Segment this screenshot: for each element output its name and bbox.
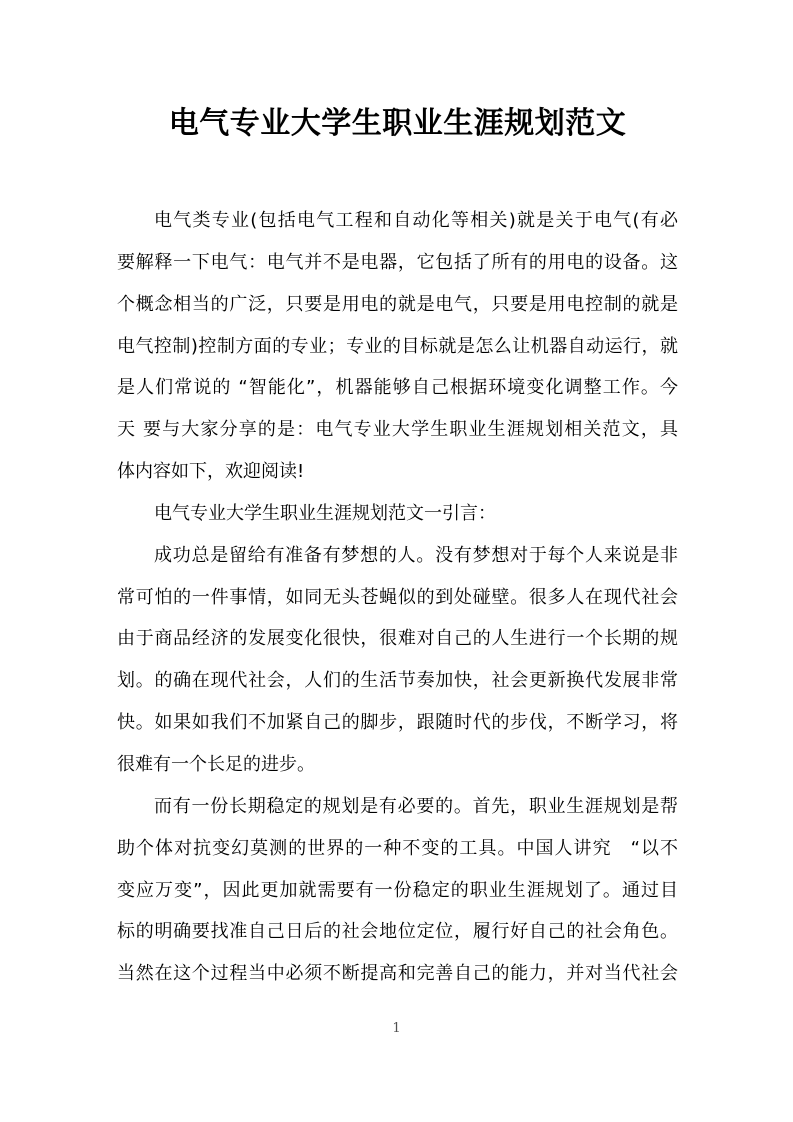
text-line: 标的明确要找准自己日后的社会地位定位，履行好自己的社会角色。 <box>117 921 678 943</box>
text-line: 当然在这个过程当中必须不断提高和完善自己的能力，并对当代社会 <box>117 963 678 985</box>
text-line: 要解释一下电气：电气并不是电器，它包括了所有的用电的设备。这 <box>117 251 678 273</box>
text-line: 常可怕的一件事情，如同无头苍蝇似的到处碰壁。很多人在现代社会 <box>117 586 678 608</box>
text-line: 电气控制)控制方面的专业；专业的目标就是怎么让机器自动运行，就 <box>117 335 678 357</box>
document-body <box>117 200 678 995</box>
text-line: 划。的确在现代社会，人们的生活节奏加快，社会更新换代发展非常 <box>117 670 678 692</box>
text-line: 是人们常说的 “智能化”，机器能够自己根据环境变化调整工作。今 <box>117 377 678 399</box>
text-line: 电气类专业(包括电气工程和自动化等相关)就是关于电气(有必 <box>154 210 678 231</box>
document-content <box>117 0 678 995</box>
text-line: 而有一份长期稳定的规划是有必要的。首先，职业生涯规划是帮 <box>154 795 678 817</box>
text-line: 快。如果如我们不加紧自己的脚步，跟随时代的步伐，不断学习，将 <box>117 712 678 734</box>
text-line: 变应万变”，因此更加就需要有一份稳定的职业生涯规划了。通过目 <box>117 879 678 901</box>
text-line: 很难有一个长足的进步。 <box>117 753 315 775</box>
section-heading-line: 电气专业大学生职业生涯规划范文一引言： <box>154 502 496 524</box>
page-number-label: 1 <box>392 1021 401 1036</box>
text-line: 由于商品经济的发展变化很快，很难对自己的人生进行一个长期的规 <box>117 628 678 650</box>
text-line: 助个体对抗变幻莫测的世界的一种不变的工具。中国人讲究 “以不 <box>117 837 678 859</box>
text-line: 天 要与大家分享的是：电气专业大学生职业生涯规划相关范文，具 <box>117 419 678 441</box>
document-title: 电气专业大学生职业生涯规划范文 <box>168 106 627 141</box>
text-line: 成功总是留给有准备有梦想的人。没有梦想对于每个人来说是非 <box>154 544 678 566</box>
text-line: 体内容如下，欢迎阅读! <box>117 461 305 483</box>
text-line: 个概念相当的广泛，只要是用电的就是电气，只要是用电控制的就是 <box>117 293 678 315</box>
